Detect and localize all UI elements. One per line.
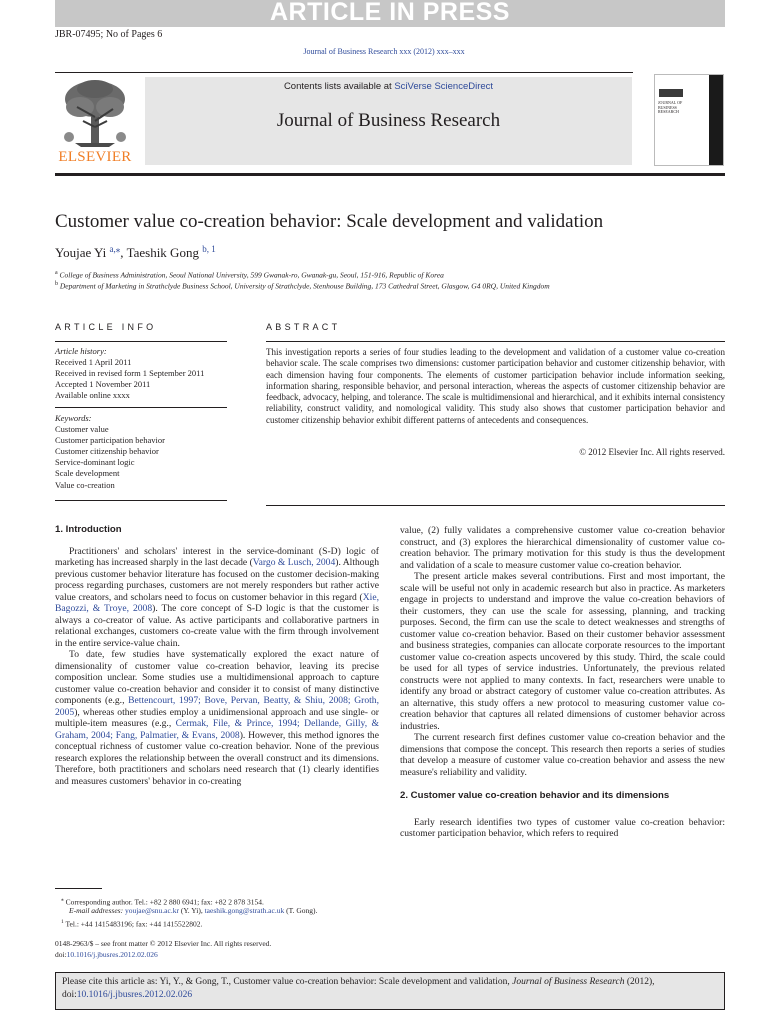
text-run: ). However, this method ignores the conceptual richness of customer value co-creation behavior. None of the previous research explores the relationship between the overall construct and its dimensions. Therefore, both practitioners and scholars need research that (1) clearly identifies and measures customers' behavior in co-creating [55,729,379,787]
text-run: ). The core concept of S-D logic is that the customer is always a co-creator of value. As active participants and collaborative partners in relational exchanges, customers co-create value with the firm through involvement in the entire service-value chain. [55,603,379,649]
elsevier-logo [55,77,135,165]
author-affiliation-mark[interactable]: b, 1 [202,244,216,254]
article-info-divider [55,407,227,408]
elsevier-wordmark: ELSEVIER [58,149,132,165]
keyword: Value co-creation [55,479,115,490]
abstract-bottom-rule [266,505,725,506]
contents-prefix: Contents lists available at [283,81,395,92]
email-owner: (Y. Yi), [178,906,205,915]
banner-text: ARTICLE IN PRESS [270,0,510,26]
footnote-rule [55,888,102,889]
paragraph [55,649,379,787]
article-info-rule [55,341,227,342]
abstract-text: This investigation reports a series of four studies leading to the development and validation of a customer value co-creation behavior scale. The scale comprises two dimensions: customer participation behavior and customer citizenship behavior, with each dimension having four components. The elements of customer participation behavior include information seeking, information sharing, responsible behavior, and personal interaction, whereas the aspects of customer citizenship behavior are feedback, advocacy, helping, and tolerance. The scale is multidimensional and hierarchical, and it exhibits internal consistency reliability, construct validity, and nomological validity. This study also shows that customer participation behavior and customer citizenship behavior exhibit different patterns of antecedents and consequences. [266,347,725,425]
citation-middle: (2012), doi: [62,977,655,1000]
keyword: Customer citizenship behavior [55,446,159,457]
abstract-heading: ABSTRACT [266,322,341,332]
reference-link[interactable]: Cermak, File, & Prince, 1994; Dellande, Gilly, & Graham, 2004; Fang, Palmatier, & Evans, 2008 [55,718,379,741]
keywords-label: Keywords: [55,413,92,423]
citation-doi-link[interactable]: 10.1016/j.jbusres.2012.02.026 [76,990,193,1000]
reference-link[interactable]: Xie, Bagozzi, & Troye, 2008 [55,591,379,614]
info-bottom-rule [55,500,227,501]
affiliation-text: Department of Marketing in Strathclyde Business School, University of Strathclyde, Stenhouse Building, 173 Cathedral Street, Glasgow, G4 0RQ, United Kingdom [59,281,550,291]
footnote-1 [55,917,385,930]
keyword: Customer participation behavior [55,435,165,446]
journal-citation-link[interactable]: Journal of Business Research xxx (2012) xxx–xxx [303,47,465,56]
front-matter-text: 0148-2963/$ – see front matter © 2012 Elsevier Inc. All rights reserved. [55,939,272,948]
footnote-mark: 1 [61,919,64,925]
body-right-column [400,525,725,840]
keywords-block [55,413,227,491]
author-name: Taeshik Gong [126,245,199,260]
sciencedirect-link[interactable]: SciVerse ScienceDirect [394,81,494,92]
journal-citation-line[interactable] [0,47,768,56]
affiliation-text: College of Business Administration, Seoul National University, 599 Gwanak-ro, Gwanak-gu, Seoul, 151-916, Republic of Korea [59,270,444,280]
article-title: Customer value co-creation behavior: Scale development and validation [55,211,604,232]
reference-link[interactable]: Bettencourt, 1997; Bove, Pervan, Beatty, & Shiu, 2008; Groth, 2005 [55,695,379,718]
abstract-rule [266,341,725,342]
abstract-copyright: © 2012 Elsevier Inc. All rights reserved. [579,447,725,457]
section-heading: 1. Introduction [55,524,122,535]
history-label: Article history: [55,346,107,356]
paragraph: The current research first defines customer value co-creation behavior and the dimensions that compose the concept. This research then reports a series of studies that develop a measure of customer value co-creation behavior and assess the new measure's reliability and validity. [400,732,725,778]
contents-available-line [145,81,632,92]
author-separator: , [120,245,127,260]
keyword: Customer value [55,424,109,435]
footnote-text: Tel.: +44 1415483196; fax: +44 1415522802. [65,919,203,929]
reference-link[interactable]: Vargo & Lusch, 2004 [252,557,336,568]
text-run: ). Although previous customer behavior literature has focused on the customer decision-making process regarding purchases, customers are not merely responders but rather active value creators, and scholars need to focus on customer behavior in this regard ( [55,557,379,603]
author-list [55,244,216,261]
tree-icon [55,77,135,149]
cover-stripe [709,75,723,165]
footnote-mark: ⁎ [61,897,64,903]
text-run: Practitioners' and scholars' interest in the service-dominant (S-D) logic of marketing has increased sharply in the last decade ( [55,545,379,568]
article-info-heading: ARTICLE INFO [55,322,157,332]
header-bottom-rule [55,173,725,176]
cover-text: JOURNAL OF BUSINESS RESEARCH [658,100,683,114]
doi-prefix: doi: [55,950,67,959]
paragraph: Early research identifies two types of customer value co-creation behavior: customer participation behavior, which refers to required [400,816,725,839]
affiliation [55,270,444,280]
doi-link[interactable]: 10.1016/j.jbusres.2012.02.026 [66,950,158,959]
text-run: ), whereas other studies employ a unidimensional approach and use single- or multiple-item measures (e.g., [55,706,379,729]
citation-prefix: Please cite this article as: Yi, Y., & Gong, T., Customer value co-creation behavior: Scale development and validation, [62,977,513,987]
author-name: Youjae Yi [55,245,107,260]
header-rule [55,72,633,73]
keyword: Scale development [55,468,120,479]
citation-box [55,972,725,1010]
email-owner: (T. Gong). [284,906,318,915]
email-label: E-mail addresses: [69,906,125,915]
body-left-column [55,524,379,787]
article-history [55,346,227,401]
history-item: Received 1 April 2011 [55,357,132,368]
document-id: JBR-07495; No of Pages 6 [55,29,163,40]
text-run: To date, few studies have systematically explored the exact nature of dimensionality of customer value co-creation behavior, leaving its precise composition unclear. Some studies use a multidimensional approach to capture customer value co-creation behavior and consider it to consist of many distinctive components (e.g., [55,649,379,706]
citation-journal: Journal of Business Research [512,977,625,987]
email-link[interactable]: taeshik.gong@strath.ac.uk [204,906,285,915]
history-item: Available online xxxx [55,390,130,401]
journal-title: Journal of Business Research [276,110,501,131]
affiliation [55,281,550,291]
cover-logo-block [659,89,683,97]
keyword: Service-dominant logic [55,457,135,468]
affiliation-mark: b [55,281,58,287]
footnote-text: Corresponding author. Tel.: +82 2 880 6941; fax: +82 2 878 3154. [65,897,264,907]
doi-line [55,949,271,960]
history-item: Received in revised form 1 September 2011 [55,368,205,379]
author-affiliation-mark[interactable]: a,⁎ [109,244,121,254]
article-in-press-banner [55,0,725,27]
paragraph: value, (2) fully validates a comprehensive customer value co-creation behavior construct, and (3) explores the hierarchical dimensionality of customer value co-creation behavior. The primary motivation for this study is thus the development and validation of a scale to measure customer value co-creation behavior. [400,525,725,571]
email-link[interactable]: youjae@snu.ac.kr [124,906,179,915]
front-matter [55,938,271,960]
history-item: Accepted 1 November 2011 [55,379,151,390]
paragraph: The present article makes several contributions. First and most important, the scale will be useful not only in academic research but also in practice. As marketers engage in projects to understand and improve the value co-creation behaviors of their customers, they can use the scale for assessing, planning, and tracking purposes. Second, the firm can use the scale to detect weaknesses and strengths of customer value co-creation behavior. Based on their customer behavior assessment and business strategies, companies can allocate corporate resources to the important customer value co-creation aspects uncovered by this study. Third, the scale could be used for all types of service industries. Unfortunately, the previous related constructs were not applied to many contexts. In fact, researchers were unable to identify any broad or abstract category of customer value co-creation attributes. As an alternative, this study offers a new protocol to measuring customer value co-creation behavior that captures all related dimensions of customer behavior across industries. [400,571,725,732]
affiliation-mark: a [55,270,58,276]
footnote-emails [55,906,385,917]
journal-cover-thumbnail [654,74,724,166]
section-heading: 2. Customer value co-creation behavior and its dimensions [400,790,670,801]
paragraph [55,546,379,650]
